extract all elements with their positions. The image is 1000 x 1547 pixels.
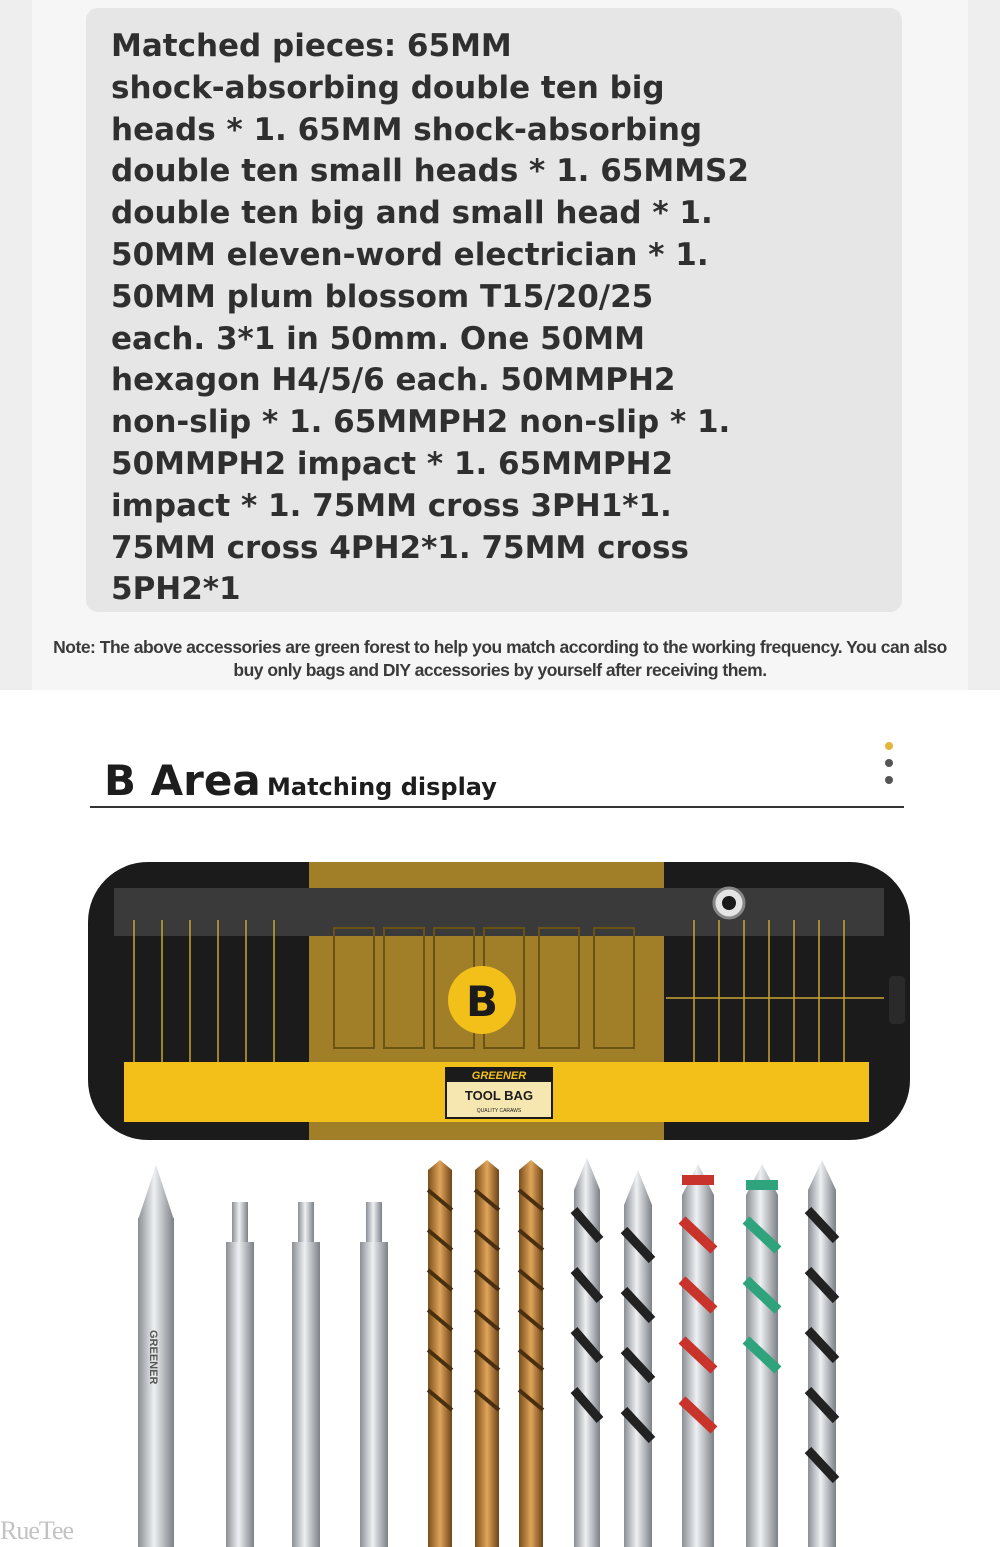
bit-11 [746, 1164, 778, 1547]
right-margin-strip [968, 0, 1000, 690]
bit-3 [292, 1202, 320, 1547]
more-icon [882, 742, 896, 792]
left-margin-strip [0, 0, 32, 690]
section-subtitle: Matching display [267, 773, 497, 801]
bit-4 [360, 1202, 388, 1547]
bag-side-strap [889, 976, 905, 1024]
bit-7 [519, 1160, 543, 1547]
title-underline [90, 806, 904, 808]
watermark: RueTee [0, 1516, 74, 1545]
note-text: Note: The above accessories are green forest to help you match according to the working frequency. You can also buy only bags and DIY accessories by yourself after receiving them. [53, 637, 947, 680]
tool-bag-image [84, 858, 914, 1144]
bit-10 [682, 1164, 714, 1547]
bit-engraving: GREENER [147, 1330, 159, 1385]
accessory-list-section [0, 0, 1000, 690]
bag-badge-letter: B [465, 977, 499, 1026]
bit-2 [226, 1202, 254, 1547]
matched-pieces-text: Matched pieces: 65MM shock-absorbing double ten big heads * 1. 65MM shock-absorbing double ten small heads * 1. 65MMS2 double ten big and small head * 1. 50MM eleven-word electrician * 1. 50MM plum blossom T15/20/25 each. 3*1 in 50mm. One 50MM hexagon H4/5/6 each. 50MMPH2 non-slip * 1. 65MMPH2 non-slip * 1. 50MMPH2 impact * 1. 65MMPH2 impact * 1. 75MM cross 3PH1*1. 75MM cross 4PH2*1. 75MM cross 5PH2*1 [111, 28, 749, 608]
bit-6 [475, 1160, 499, 1547]
drill-bits-image [120, 1150, 880, 1547]
bit-5 [428, 1160, 452, 1547]
bag-label-sub: QUALITY CARAWS [476, 1108, 522, 1114]
section-title: B Area [104, 756, 261, 805]
bit-12 [808, 1160, 836, 1547]
bag-label-brand: GREENER [471, 1070, 527, 1082]
bit-1 [138, 1165, 174, 1547]
bag-label-name: TOOL BAG [464, 1088, 534, 1103]
bit-8 [574, 1158, 600, 1547]
bit-9 [624, 1170, 652, 1547]
